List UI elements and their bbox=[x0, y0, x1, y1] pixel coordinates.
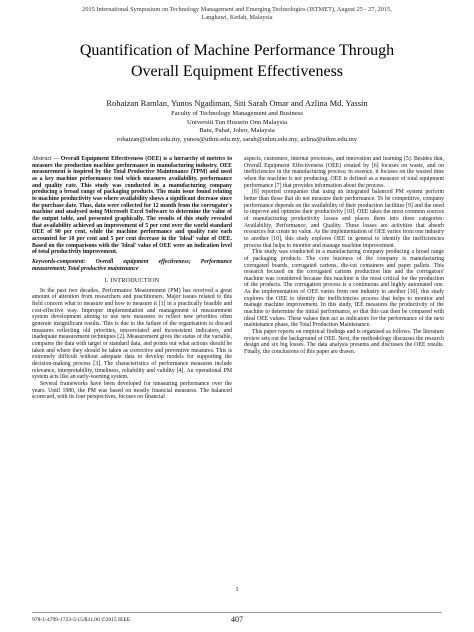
left-column bbox=[32, 156, 232, 596]
right-paragraph-3: This study was conducted in a manufacturing company producing a broad range of packaging products. The core business of the company is manufacturing corrugated boards, corrugated cartons, die-cut containers and paper pallets. This research focused on the corrugated cartons production line and the corrugators' machine was considered because this machine is the most critical for the production of the products. The corrugation process is a continuous and highly automated one. As the implementation of OEE varies from one industry to another [10], this study explores the OEE to identify the inefficiencies process that helps to monitor and manage machine improvement. In this study, IEE measures the productivity of the machine to determine the initial performance, so that this can then be compared with ideal OEE values. These values then act as indicators for the performance of the next maintenance phase, the Total Production Maintenance. bbox=[244, 249, 444, 329]
paper-title-line2: Overall Equipment Effectiveness bbox=[130, 63, 344, 80]
affiliation-location: Batu, Pahat, Johor, Malaysia bbox=[199, 127, 275, 135]
conference-header-line2: Langkawi, Kedah, Malaysia bbox=[201, 13, 273, 21]
affiliation-faculty: Faculty of Technology Management and Business bbox=[171, 110, 303, 117]
abstract-lead: Abstract — bbox=[32, 156, 59, 162]
keywords bbox=[32, 259, 232, 272]
abstract bbox=[32, 156, 232, 256]
intro-paragraph-1: In the past two decades, Performance Measurement (PM) has received a great amount of attention from researchers and practitioners. Major issues related to this field concern what to measure and how to measure it [1] in a practically feasible and cost-effective way. Improper implementation and management of measurement system development aiming to use new measures to reflect new priorities often generate insignificant results. This is due to the failure of the organisation to discard measures reflecting old priorities, uncorrelated and inconsistent indicators, and inadequate measurement techniques [2]. Measurement gives the status of the variable, compares the data with target or standard data, and points out what actions should be taken and where they should be taken as corrective and preventive measures. This is extremely difficult without adequate data to develop models for supporting the decision-making process [3]. The characteristics of performance measures include relevance, interpretability, timeliness, reliability and validity [4]. An operational PM system acts like an early-warning system. bbox=[32, 287, 232, 381]
author-list: Rohaizan Ramlan, Yunos Ngadiman, Siti Sarah Omar and Azlina Md. Yassin bbox=[106, 98, 368, 108]
keywords-lead: Keywords-component: bbox=[32, 258, 86, 265]
footer-isbn: 978-1-4799-1723-5/15/$31.00 ©2015 IEEE bbox=[32, 617, 131, 623]
right-paragraph-4: This paper reports on empirical findings and is organised as follows. The literature review sets out the background of OEE. Next, the methodology discusses the research design and six big losses. The data analysis presents and discusses the OEE results. Finally, the conclusions of this paper are drawn. bbox=[244, 329, 444, 356]
affiliation-university: Universiti Tun Hussein Onn Malaysia bbox=[186, 118, 287, 126]
paper-title bbox=[20, 40, 454, 82]
affiliation-block bbox=[0, 110, 474, 144]
right-paragraph-2: [8] reported companies that using an integrated balanced PM system perform better than those that do not measure their performance. To be competitive, company performance depends on the availability of their production facilities [9] and the need to improve and optimise their productivity [10]. OEE takes the most common sources of manufacturing productivity losses and places them into three categories: Availability, Performance, and Quality. These losses are activities that absorb resources but create no value. As the implementation of OEE varies from one industry to another [10], this study explores OEE in general to identify the inefficiencies process that helps to monitor and manage machine improvement. bbox=[244, 189, 444, 249]
intro-paragraph-2: Several frameworks have been developed for measuring performance over the years. Until 1980, the PM was based on mostly financial measures. The balanced scorecard, with its four perspectives, focuses on financial bbox=[32, 381, 232, 401]
abstract-text: Overall Equipment Effectiveness (OEE) is a hierarchy of metrics to measure the production machine performance in manufacturing industry. OEE measurement is inspired by the Total Productive Maintenance (TPM) and used as a key machine performance tool which measures availability, performance and quality rate. This study was conducted in a manufacturing company producing a broad range of packaging products. The main issue found relating to machine productivity was where availability shows a significant decrease since the purchase date. Thus, data were collected for 12 month from the corrugator's machine and analysed using Microsoft Excel Software to determine the value of the output table, and presented graphically. The results of this study revealed that availability achieved an improvement of 5 per cent over the world standard OEE of 90 per cent, while the machine performance and quality rate each accounted for 10 per cent and 5 per cent decrease in the 'Ideal' value of OEE. Based on the comparisons with the 'Ideal' value of OEE were an indication level of total productivity improvement. bbox=[32, 156, 232, 256]
right-paragraph-1: aspects, customers, internal processes, and innovation and learning [5]. Besides that, Overall Equipment Effectiveness (OEE) created by [6] focuses on waste, and on inefficiencies in the manufacturing process; in essence, it focuses on the wasted time when the machine is not producing. OEE is defined as a measure of total equipment performance [7] that provides information about the process. bbox=[244, 156, 444, 189]
affiliation-emails: rohaizan@uthm.edu.my, yunos@uthm.edu.my, sarah@uthm.edu.my, azlina@uthm.edu.my bbox=[116, 135, 358, 143]
paper-title-line1: Quantification of Machine Performance Through bbox=[79, 42, 395, 59]
keywords-text: Overall equipment effectiveness; Performance measurement; Total productive maintenance bbox=[32, 258, 232, 272]
column-page-number: 1 bbox=[235, 586, 239, 593]
conference-header-line1: 2015 International Symposium on Technology Management and Emerging Technologies (ISTMET), August 25 - 27, 2015, bbox=[82, 6, 392, 13]
section-heading-introduction: I. INTRODUCTION bbox=[104, 277, 160, 285]
footer-page-number: 407 bbox=[231, 615, 243, 624]
conference-header bbox=[0, 6, 474, 21]
right-column bbox=[244, 156, 444, 596]
page-footer bbox=[32, 612, 442, 626]
